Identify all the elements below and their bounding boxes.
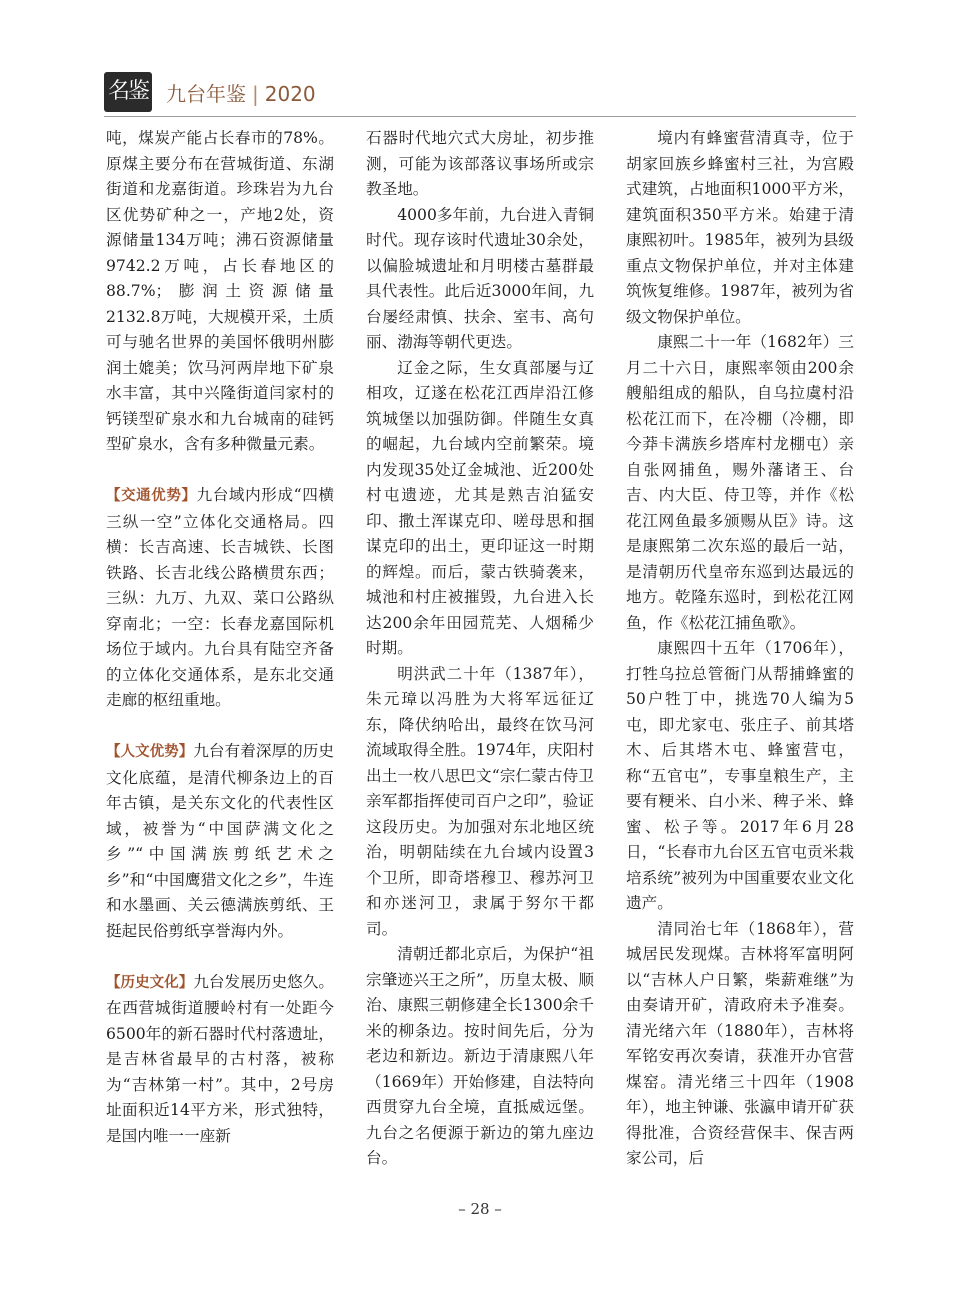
paragraph: 明洪武二十年（1387年），朱元璋以冯胜为大将军远征辽东，降伏纳哈出，最终在饮马河流域取得全胜。1974年，庆阳村出土一枚八思巴文“宗仁蒙古侍卫亲军都指挥使司百户之印”，验证这段历史。为加强对东北地区统治，明朝陆续在九台域内设置3个卫所，即奇塔穆卫、穆苏河卫和亦迷河卫，隶属于努尔干都司。 xyxy=(366,664,594,938)
yearbook-logo xyxy=(104,72,152,112)
text-column-2 xyxy=(366,126,594,1172)
paragraph: 清同治七年（1868年），营城居民发现煤。吉林将军富明阿以“吉林人户日繁，柴薪难继”为由奏请开矿，清政府未予准奏。清光绪六年（1880年），吉林将军铭安再次奏请，获准开办官营煤窑。清光绪三十四年（1908年），地主钟谦、张瀛申请开矿获得批准，合资经营保丰、保吉两家公司，后 xyxy=(626,919,854,1167)
paragraph: 吨，煤炭产能占长春市的78%。原煤主要分布在营城街道、东湖街道和龙嘉街道。珍珠岩为九台区优势矿种之一，产地2处，资源储量134万吨；沸石资源储量9742.2万吨，占长春地区的88.7%；膨润土资源储量2132.8万吨，大规模开采，土质可与驰名世界的美国怀俄明州膨润土媲美；饮马河两岸地下矿泉水丰富，其中兴隆街道闫家村的钙镁型矿泉水和九台城南的硅钙型矿泉水，含有多种微量元素。 xyxy=(106,129,334,453)
header-rule xyxy=(104,116,856,117)
section-culture xyxy=(106,739,334,944)
section-transport xyxy=(106,483,334,714)
paragraph: 4000多年前，九台进入青铜时代。现存该时代遗址30余处，以偏脸城遗址和月明楼古墓群最具代表性。此后近3000年间，九台屡经肃慎、扶余、室韦、高句丽、渤海等朝代更迭。 xyxy=(366,205,594,351)
page-number: – 28 – xyxy=(458,1200,502,1218)
yearbook-title: 九台年鉴 xyxy=(166,82,246,106)
section-text: 九台有着深厚的历史文化底蕴，是清代柳条边上的百年古镇，是关东文化的代表性区域，被誉为“中国萨满文化之乡”“中国满族剪纸艺术之乡”和“中国鹰猎文化之乡”，牛连和水墨画、关云德满族剪纸、王挺起民俗剪纸享誉海内外。 xyxy=(106,742,334,940)
paragraph: 石器时代地穴式大房址，初步推测，可能为该部落议事场所或宗教圣地。 xyxy=(366,129,594,198)
section-label: 【历史文化】 xyxy=(106,974,194,991)
section-text: 九台发展历史悠久。在西营城街道腰岭村有一处距今6500年的新石器时代村落遗址，是吉林省最早的古村落，被称为“吉林第一村”。其中，2号房址面积近14平方米，形式独特，是国内唯一一座新 xyxy=(106,972,334,1145)
paragraph: 康熙二十一年（1682年）三月二十六日，康熙率领由200余艘船组成的船队，自乌拉虞村沿松花江而下，在冷棚（冷棚，即今莽卡满族乡塔库村龙棚屯）亲自张网捕鱼，赐外藩诸王、台吉、内大臣、侍卫等，并作《松花江网鱼最多颁赐从臣》诗。这是康熙第二次东巡的最后一站，是清朝历代皇帝东巡到达最远的地方。乾隆东巡时，到松花江网鱼，作《松花江捕鱼歌》。 xyxy=(626,333,854,632)
section-label: 【人文优势】 xyxy=(106,744,194,760)
section-history xyxy=(106,970,334,1150)
yearbook-brand xyxy=(166,78,316,107)
yearbook-year: 2020 xyxy=(264,82,316,106)
text-column-1 xyxy=(106,126,334,1149)
section-text: 九台域内形成“四横三纵一空”立体化交通格局。四横：长吉高速、长吉城铁、长图铁路、长吉北线公路横贯东西；三纵：九万、九双、菜口公路纵穿南北；一空：长春龙嘉国际机场位于域内。九台具有陆空齐备的立体化交通体系，是东北交通走廊的枢纽重地。 xyxy=(106,486,334,709)
title-separator: | xyxy=(252,82,259,106)
paragraph: 清朝迁都北京后，为保护“祖宗肇迹兴王之所”，历皇太极、顺治、康熙三朝修建全长1300余千米的柳条边。按时间先后，分为老边和新边。新边于清康熙八年（1669年）开始修建，自法特向西贯穿九台全境，直抵威远堡。九台之名便源于新边的第九座边台。 xyxy=(366,945,594,1167)
paragraph: 康熙四十五年（1706年），打牲乌拉总管衙门从帮捕蜂蜜的50户牲丁中，挑选70人编为5屯，即尤家屯、张庄子、前其塔木、后其塔木屯、蜂蜜营屯，称“五官屯”，专事皇粮生产，主要有粳米、白小米、稗子米、蜂蜜、松子等。2017年6月28日，“长春市九台区五官屯贡米栽培系统”被列为中国重要农业文化遗产。 xyxy=(626,639,854,912)
paragraph: 境内有蜂蜜营清真寺，位于胡家回族乡蜂蜜村三社，为宫殿式建筑，占地面积1000平方米，建筑面积350平方米。始建于清康熙初叶。1985年，被列为县级重点文物保护单位，并对主体建筑恢复维修。1987年，被列为省级文物保护单位。 xyxy=(626,129,854,326)
logo-text: 名鉴 xyxy=(107,79,148,104)
page-header xyxy=(104,72,856,122)
paragraph: 辽金之际，生女真部屡与辽相攻，辽遂在松花江西岸沿江修筑城堡以加强防御。伴随生女真的崛起，九台域内空前繁荣。境内发现35处辽金城池、近200处村屯遗迹，尤其是熟吉泊猛安印、撒土浑谋克印、嗟母思和掴谋克印的出土，更印证这一时期的辉煌。而后，蒙古铁骑袭来，城池和村庄被摧毁，九台进入长达200余年田园荒芜、人烟稀少时期。 xyxy=(366,358,594,657)
section-label: 【交通优势】 xyxy=(106,488,197,504)
text-column-3 xyxy=(626,126,854,1172)
